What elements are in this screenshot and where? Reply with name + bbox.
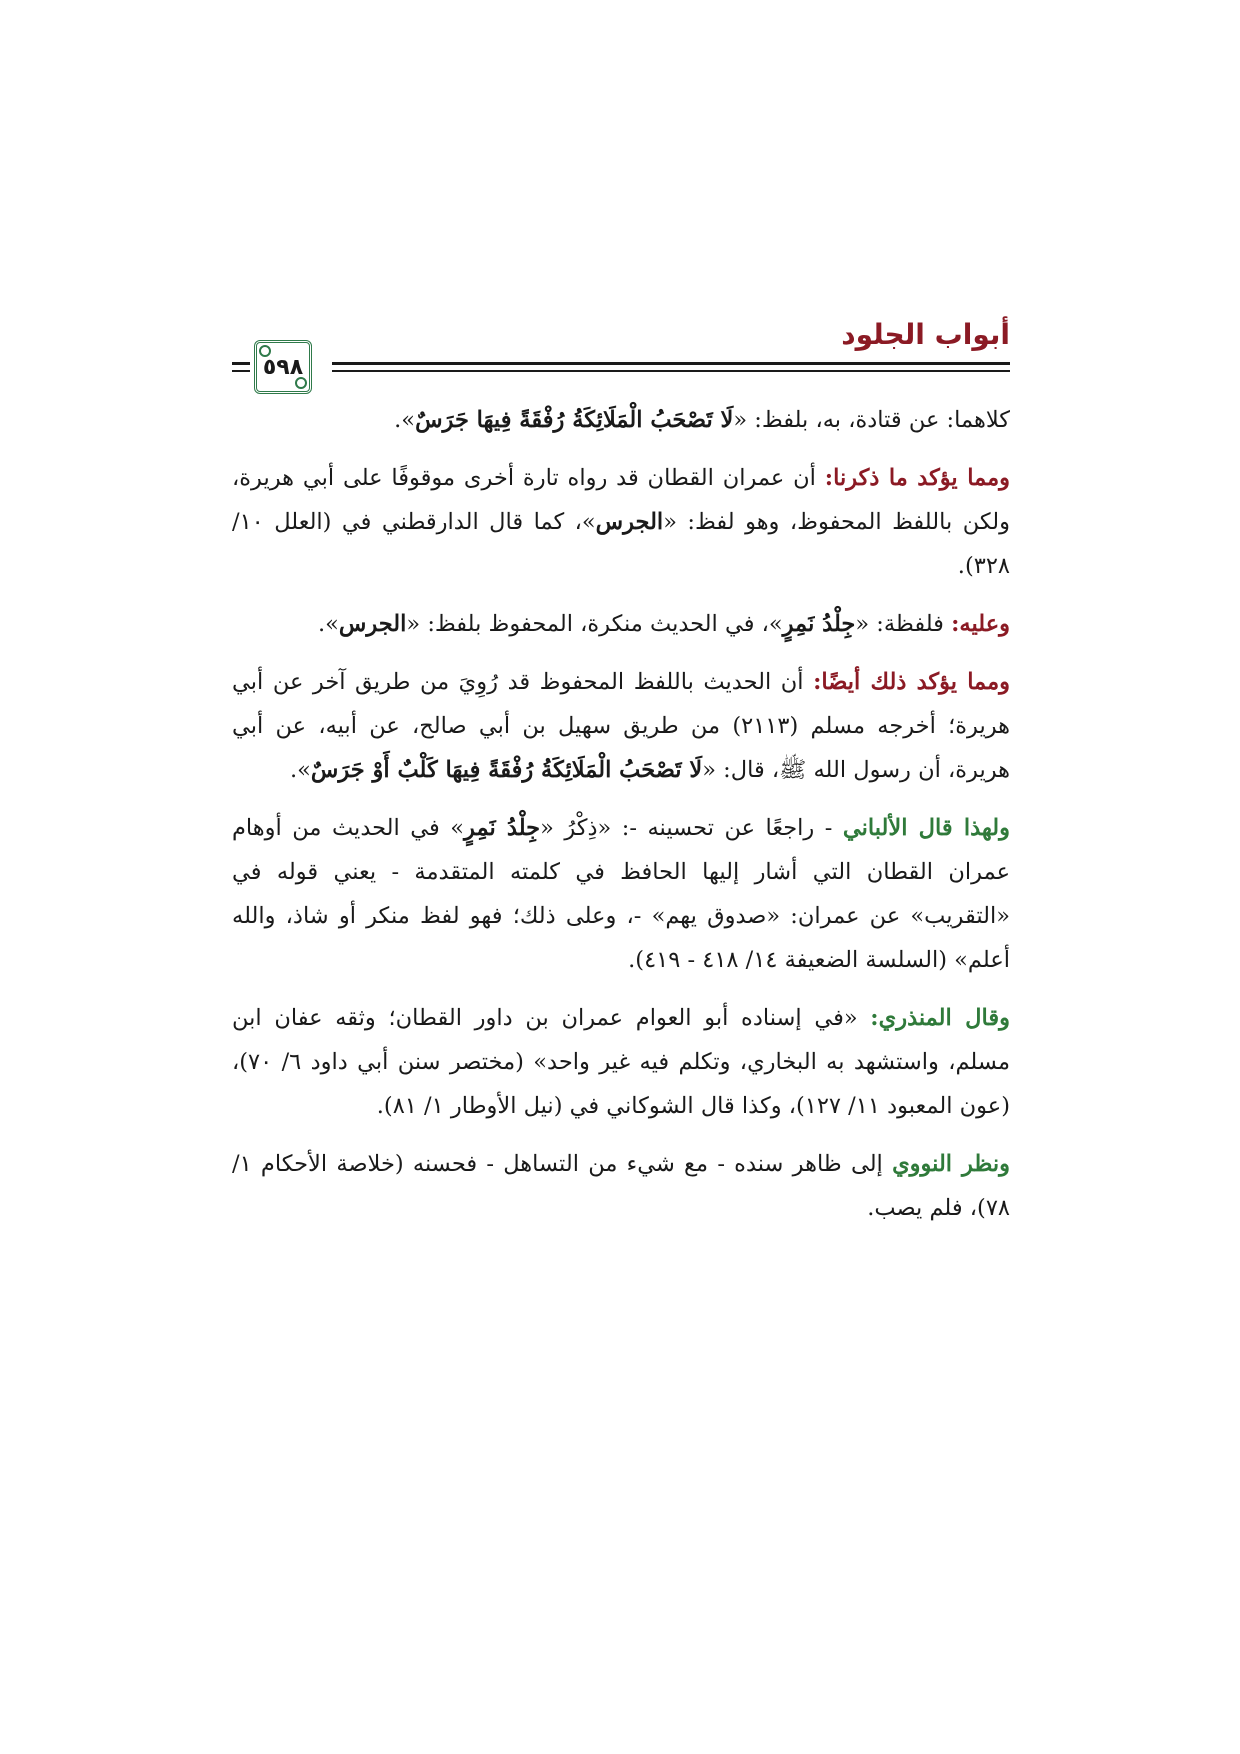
paragraph-text: إلى ظاهر سنده - مع شيء من التساهل - فحسنه (خلاصة الأحكام ١/ ٧٨)، فلم يصب. — [232, 1151, 1010, 1221]
header-rule-thick — [232, 362, 1010, 365]
quoted-text: الجرس — [338, 611, 407, 637]
paragraph-text: كلاهما: عن قتادة، به، بلفظ: « — [733, 407, 1010, 433]
paragraph-text: «في إسناده أبو العوام عمران بن داور القطان؛ وثقه عفان ابن مسلم، واستشهد به البخاري، وتكلم فيه غير واحد» (مختصر سنن أبي داود ٦/ ٧٠)، (عون المعبود ١١/ ١٢٧)، وكذا قال الشوكاني في (نيل الأوطار ١/ ٨١). — [232, 1005, 1011, 1119]
body-text — [232, 398, 1010, 1244]
page-number: ٥٩٨ — [262, 354, 304, 380]
paragraph-lead: وعليه: — [951, 611, 1010, 637]
page-header — [232, 318, 1010, 390]
quoted-text: لَا تَصْحَبُ الْمَلَائِكَةُ رُفْقَةً فِيهَا كَلْبٌ أَوْ جَرَسٌ — [310, 757, 703, 783]
paragraph — [232, 1142, 1010, 1230]
paragraph — [232, 456, 1010, 588]
paragraph — [232, 660, 1010, 792]
paragraph-text: ». — [317, 611, 339, 637]
paragraph — [232, 996, 1010, 1128]
page-number-badge — [254, 340, 312, 394]
paragraph — [232, 806, 1010, 982]
paragraph-text: »، في الحديث منكرة، المحفوظ بلفظ: « — [406, 611, 783, 637]
paragraph-text: أن الحديث باللفظ المحفوظ قد رُوِيَ من طريق آخر عن أبي هريرة؛ أخرجه مسلم (٢١١٣) من طريق سهيل بن أبي صالح، عن أبيه، عن أبي هريرة، أن رسول الله ﷺ، قال: « — [232, 669, 1010, 783]
badge-gap-line-thick — [232, 362, 250, 365]
paragraph-text: أن عمران القطان قد رواه تارة أخرى موقوفًا على أبي هريرة، ولكن باللفظ المحفوظ، وهو لفظ: « — [232, 465, 1010, 535]
quoted-text: جِلْدُ نَمِرٍ — [782, 611, 856, 637]
header-rule-thin — [232, 370, 1010, 372]
paragraph-text: » في الحديث من أوهام عمران القطان التي أشار إليها الحافظ في كلمته المتقدمة - يعني قوله في «التقريب» عن عمران: «صدوق يهم» -، وعلى ذلك؛ فهو لفظ منكر أو شاذ، والله أعلم» (السلسة الضعيفة ١٤/ ٤١٨ - ٤١٩). — [232, 815, 1010, 973]
chapter-title: أبواب الجلود — [841, 318, 1010, 351]
paragraph-lead: ونظر النووي — [892, 1151, 1010, 1177]
paragraph-text: ». — [289, 757, 311, 783]
badge-gap-line-thin — [232, 370, 250, 372]
quoted-text: الجرس — [595, 509, 664, 535]
paragraph-text: - راجعًا عن تحسينه -: «ذِكْرُ « — [540, 815, 843, 841]
paragraph-text: ». — [394, 407, 416, 433]
paragraph-text: »، كما قال الدارقطني في (العلل ١٠/ ٣٢٨). — [232, 509, 1010, 579]
paragraph-lead: ومما يؤكد ذلك أيضًا: — [813, 669, 1010, 695]
paragraph — [232, 602, 1010, 646]
paragraph — [232, 398, 1010, 442]
paragraph-lead: ومما يؤكد ما ذكرنا: — [824, 465, 1010, 491]
quoted-text: لَا تَصْحَبُ الْمَلَائِكَةُ رُفْقَةً فِيهَا جَرَسٌ — [415, 407, 734, 433]
paragraph-lead: ولهذا قال الألباني — [842, 815, 1010, 841]
paragraph-text: فلفظة: « — [855, 611, 952, 637]
quoted-text: جِلْدُ نَمِرٍ — [464, 815, 541, 841]
paragraph-lead: وقال المنذري: — [870, 1005, 1010, 1031]
